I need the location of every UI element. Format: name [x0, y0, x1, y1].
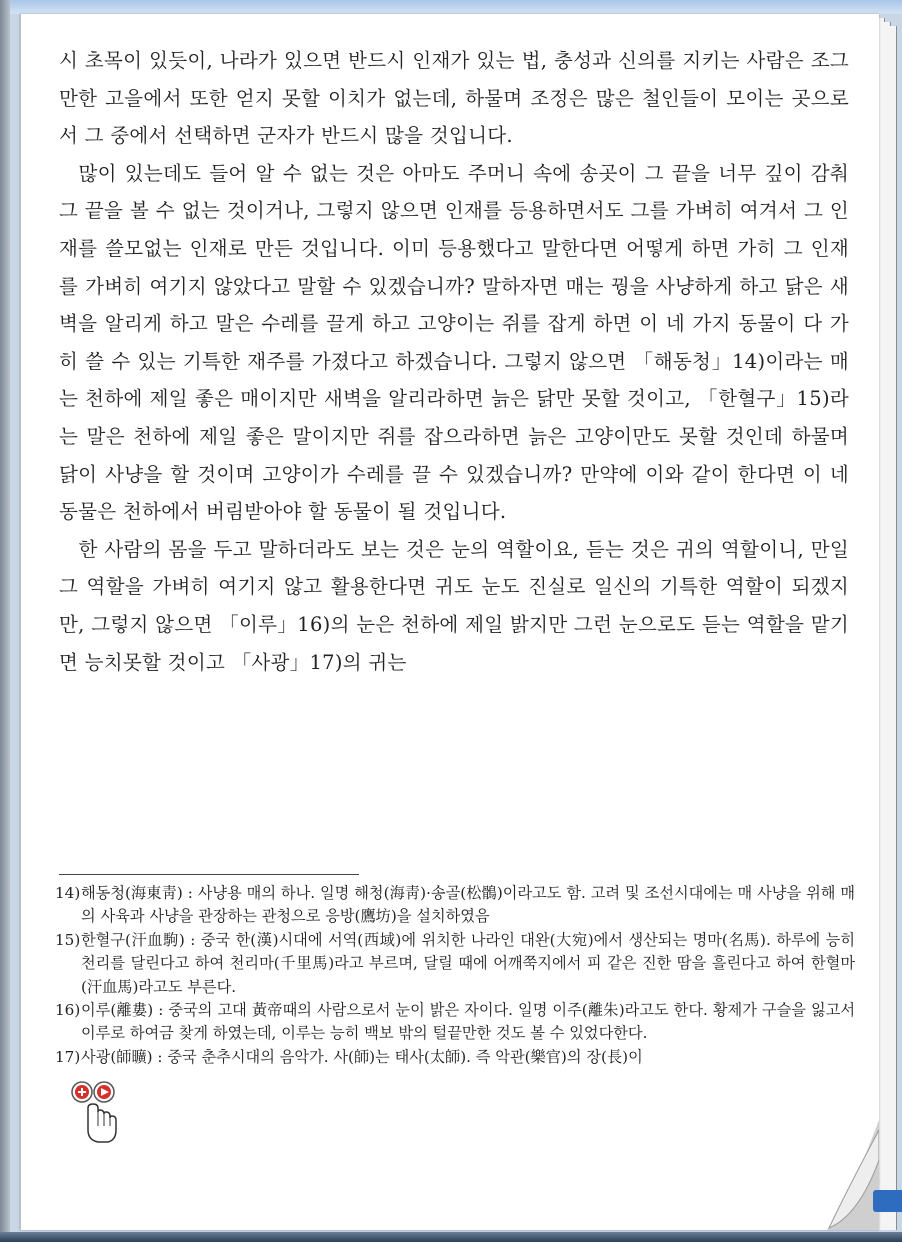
- footnote-number: 16): [55, 1001, 81, 1020]
- footnotes: [55, 882, 855, 1069]
- paragraph: 한 사람의 몸을 두고 말하더라도 보는 것은 눈의 역할이요, 듣는 것은 귀의 역할이니, 만일 그 역할을 가벼히 여기지 않고 활용한다면 귀도 눈도 진실로 일신의 기특한 역할이 되겠지만, 그렇지 않으면 「이루」16)의 눈은 천하에 제일 밝지만 그런 눈으로도 듣는 역할을 맡기면 능치못할 것이고 「사광」17)의 귀는: [59, 537, 849, 674]
- footnote-item: [55, 1046, 855, 1069]
- zoom-in-icon[interactable]: [72, 1082, 92, 1102]
- side-panel-tab[interactable]: [873, 1190, 902, 1212]
- footnote-text: 해동청(海東靑) : 사냥용 매의 하나. 일명 해청(海靑)·송골(松鶻)이라고도 함. 고려 및 조선시대에는 매 사냥을 위해 매의 사육과 사냥을 관장하는 관청으로 응방(鷹坊)을 설치하였음: [81, 884, 855, 926]
- footnote-divider: [59, 874, 359, 875]
- footnote-item: [55, 882, 855, 929]
- footnote-item: [55, 999, 855, 1046]
- footnote-number: 17): [55, 1047, 81, 1066]
- paragraph: 많이 있는데도 들어 알 수 없는 것은 아마도 주머니 속에 송곳이 그 끝을 너무 깊이 감춰 그 끝을 볼 수 없는 것이거나, 그렇지 않으면 인재를 등용하면서도 그를 가벼히 여겨서 그 인재를 쓸모없는 인재로 만든 것입니다. 이미 등용했다고 말한다면 어떻게 하면 가히 그 인재를 가벼히 여기지 않았다고 말할 수 있겠습니까? 말하자면 매는 꿩을 사냥하게 하고 닭은 새벽을 알리게 하고 말은 수레를 끌게 하고 고양이는 쥐를 잡게 하면 이 네 가지 동물이 다 가히 쓸 수 있는 기특한 재주를 가졌다고 하겠습니다. 그렇지 않으면 「해동청」14)이라는 매는 천하에 제일 좋은 매이지만 새벽을 알리라하면 늙은 닭만 못할 것이고, 「한혈구」15)라는 말은 천하에 제일 좋은 말이지만 쥐를 잡으라하면 늙은 고양이만도 못할 것인데 하물며 닭이 사냥을 할 것이며 고양이가 수레를 끌 수 있겠습니까? 만약에 이와 같이 한다면 이 네 동물은 천하에서 버림받아야 할 동물이 될 것입니다.: [59, 161, 849, 524]
- footnote-text: 이루(離婁) : 중국의 고대 黃帝때의 사람으로서 눈이 밝은 자이다. 일명 이주(離朱)라고도 한다. 황제가 구슬을 잃고서 이루로 하여금 찾게 하였는데, 이루는 능히 백보 밖의 털끝만한 것도 볼 수 있었다한다.: [81, 1001, 855, 1043]
- footnote-number: 14): [55, 884, 81, 902]
- footnote-number: 15): [55, 930, 81, 949]
- page-curl-icon[interactable]: [819, 1120, 879, 1230]
- document-page: [20, 14, 879, 1230]
- viewer-left-frame: [0, 0, 10, 1242]
- footnote-item: [55, 929, 855, 999]
- paragraph: 시 초목이 있듯이, 나라가 있으면 반드시 인재가 있는 법, 충성과 신의를 지키는 사람은 조그만한 고을에서 또한 얻지 못할 이치가 없는데, 하물며 조정은 많은 철인들이 모이는 곳으로서 그 중에서 선택하면 군자가 반드시 많을 것입니다.: [59, 49, 849, 148]
- taskbar: [0, 1232, 902, 1242]
- viewer-top-bar: [0, 0, 902, 14]
- hand-cursor-icon: [88, 1104, 116, 1142]
- footnote-text: 한혈구(汗血駒) : 중국 한(漢)시대에 서역(西域)에 위치한 나라인 대완(大宛)에서 생산되는 명마(名馬). 하루에 능히 천리를 달린다고 하여 천리마(千里馬)라고 부르며, 달릴 때에 어깨쭉지에서 피 같은 진한 땀을 흘린다고 하여 한혈마(汗血馬)라고도 부른다.: [81, 930, 855, 996]
- footnote-text: 사광(師曠) : 중국 춘추시대의 음악가. 사(師)는 태사(太師). 즉 악관(樂官)의 장(長)이: [81, 1047, 643, 1066]
- viewer-overlay-controls: [68, 1080, 138, 1150]
- next-page-icon[interactable]: [94, 1082, 114, 1102]
- body-text: [59, 42, 849, 681]
